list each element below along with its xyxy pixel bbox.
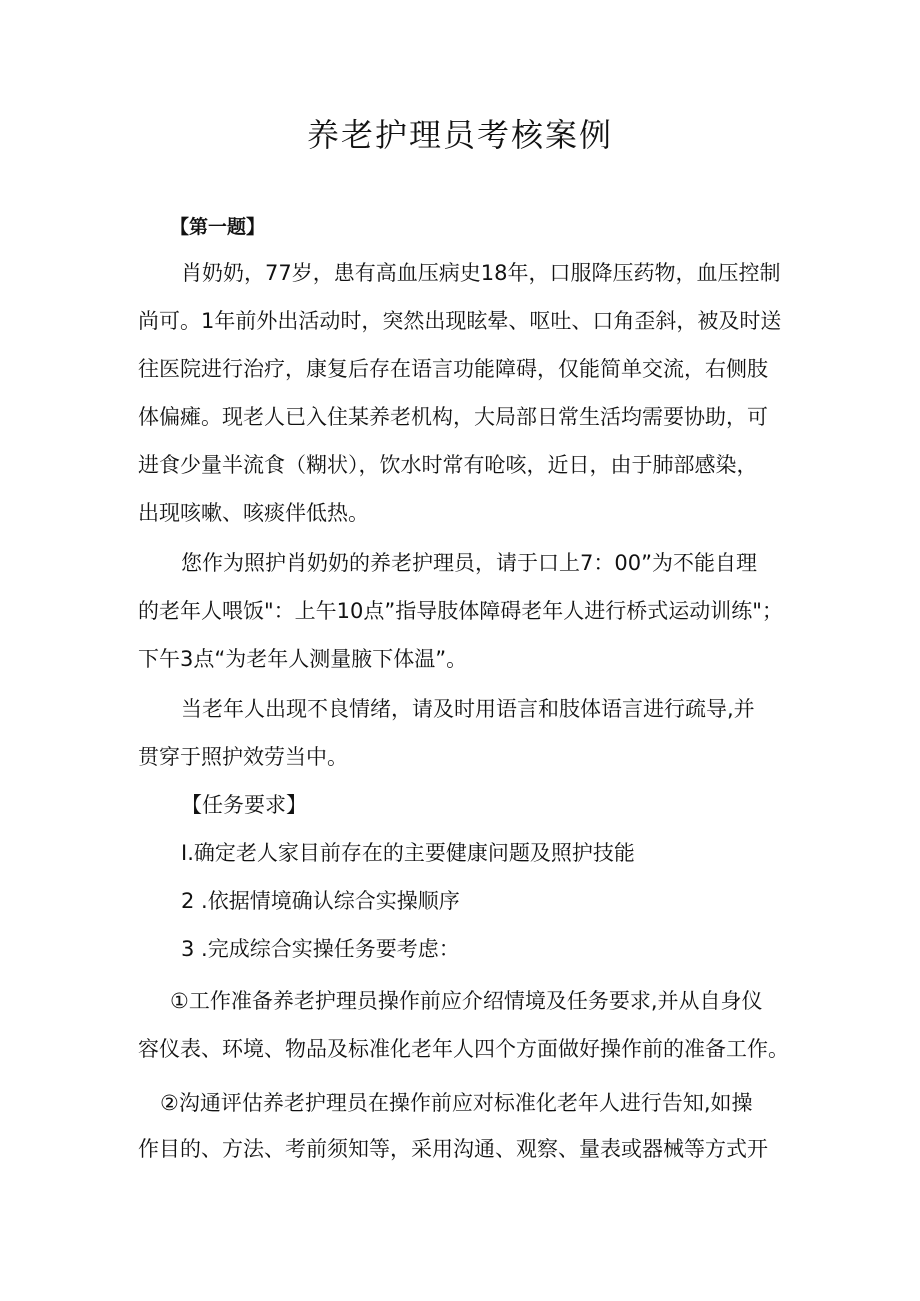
- requirement-item: I.确定老人家目前存在的主要健康问题及照护技能: [181, 841, 635, 865]
- consideration-line: ②沟通评估养老护理员在操作前应对标准化老年人进行告知,如操: [160, 1091, 753, 1115]
- task-line: 的老年人喂饭"：上午10点”指导肢体障碍老年人进行桥式运动训练"；: [138, 599, 783, 623]
- case-line: 出现咳嗽、咳痰伴低热。: [138, 501, 369, 525]
- consideration-line: 容仪表、环境、物品及标准化老年人四个方面做好操作前的准备工作。: [138, 1037, 789, 1061]
- case-line: 往医院进行治疗，康复后存在语言功能障碍，仅能简单交流，右侧肢: [138, 357, 768, 381]
- emotion-line: 当老年人出现不良情绪，请及时用语言和肢体语言进行疏导,并: [181, 697, 755, 721]
- consideration-line: 作目的、方法、考前须知等，采用沟通、观察、量表或器械等方式开: [138, 1137, 768, 1161]
- task-line: 您作为照护肖奶奶的养老护理员，请于口上7：00”为不能自理: [181, 551, 757, 575]
- case-line: 进食少量半流食（糊状），饮水时常有呛咳，近日，由于肺部感染，: [138, 453, 758, 477]
- requirements-heading: 【任务要求】: [181, 793, 307, 817]
- case-line: 尚可。1年前外出活动时，突然出现眩晕、呕吐、口角歪斜，被及时送: [138, 309, 782, 333]
- requirement-item: 3 .完成综合实操任务要考虑：: [181, 937, 460, 961]
- section-heading: 【第一题】: [170, 216, 266, 238]
- case-line: 体偏瘫。现老人已入住某养老机构，大局部日常生活均需要协助，可: [138, 405, 768, 429]
- task-line: 下午3点“为老年人测量腋下体温”。: [138, 647, 468, 671]
- case-line: 肖奶奶，77岁，患有高血压病史18年，口服降压药物，血压控制: [181, 261, 781, 285]
- emotion-line: 贯穿于照护效劳当中。: [138, 745, 348, 769]
- document-title: 养老护理员考核案例: [306, 116, 613, 154]
- consideration-line: ①工作准备养老护理员操作前应介绍情境及任务要求,并从自身仪: [170, 989, 763, 1013]
- requirement-item: 2 .依据情境确认综合实操顺序: [181, 889, 460, 913]
